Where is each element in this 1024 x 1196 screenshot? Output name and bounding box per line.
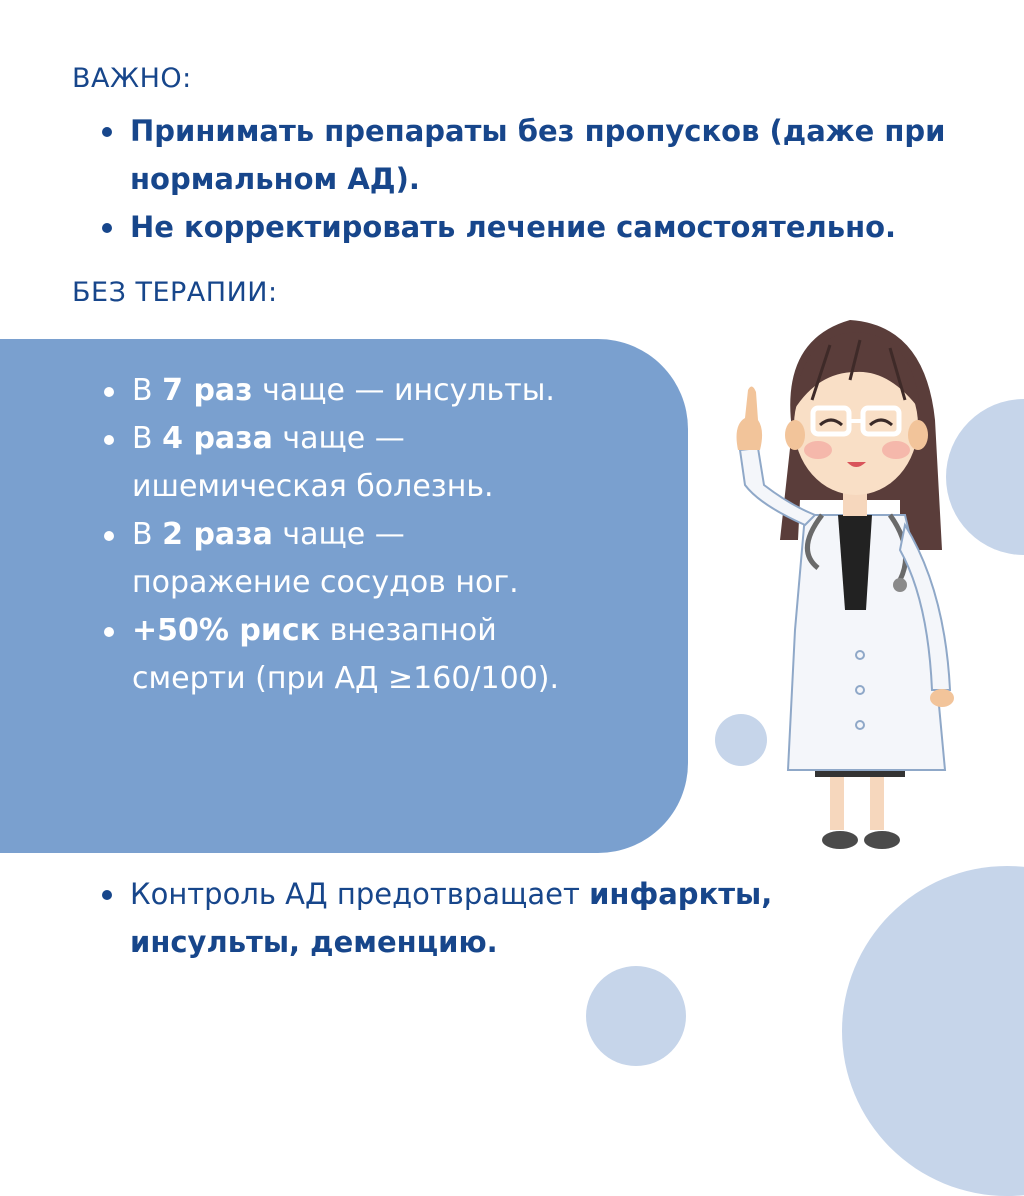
risk-prefix: В (132, 421, 163, 456)
conclusion-highlight: инфаркты, инсульты, деменцию. (130, 877, 773, 959)
risk-description: чаще — ишемическая болезнь. (132, 421, 494, 504)
risk-list (100, 367, 570, 703)
bullet-dot-icon (102, 890, 112, 900)
risk-item (100, 415, 570, 511)
risk-description: внезапной смерти (при АД ≥160/100). (132, 613, 560, 696)
risk-description: чаще — поражение сосудов ног. (132, 517, 519, 600)
important-list (98, 107, 1008, 251)
important-item-text: Принимать препараты без пропусков (даже при нормальном АД). (130, 114, 946, 196)
risk-value: 4 раза (162, 421, 273, 456)
risk-description: чаще — инсульты. (252, 373, 555, 408)
risk-prefix: В (132, 517, 163, 552)
without-therapy-heading: БЕЗ ТЕРАПИИ: (72, 277, 278, 308)
bullet-dot-icon (104, 627, 114, 637)
important-item (98, 203, 1008, 251)
decor-circle-bottom (586, 966, 686, 1066)
conclusion-text: Контроль АД предотвращает (130, 877, 590, 911)
conclusion-list (98, 870, 898, 966)
bullet-dot-icon (104, 531, 114, 541)
bullet-dot-icon (104, 387, 114, 397)
risk-item (100, 511, 570, 607)
doctor-illustration-icon (700, 300, 1000, 860)
bullet-dot-icon (102, 223, 112, 233)
important-heading: ВАЖНО: (72, 63, 192, 94)
conclusion-item (98, 870, 898, 966)
risk-value: +50% риск (132, 613, 321, 648)
important-item (98, 107, 1008, 203)
important-item-text: Не корректировать лечение самостоятельно. (130, 210, 897, 244)
risk-prefix: В (132, 373, 163, 408)
risk-value: 2 раза (162, 517, 273, 552)
risk-value: 7 раз (162, 373, 253, 408)
risk-item (100, 367, 570, 415)
risk-item (100, 607, 570, 703)
bullet-dot-icon (104, 435, 114, 445)
bullet-dot-icon (102, 127, 112, 137)
